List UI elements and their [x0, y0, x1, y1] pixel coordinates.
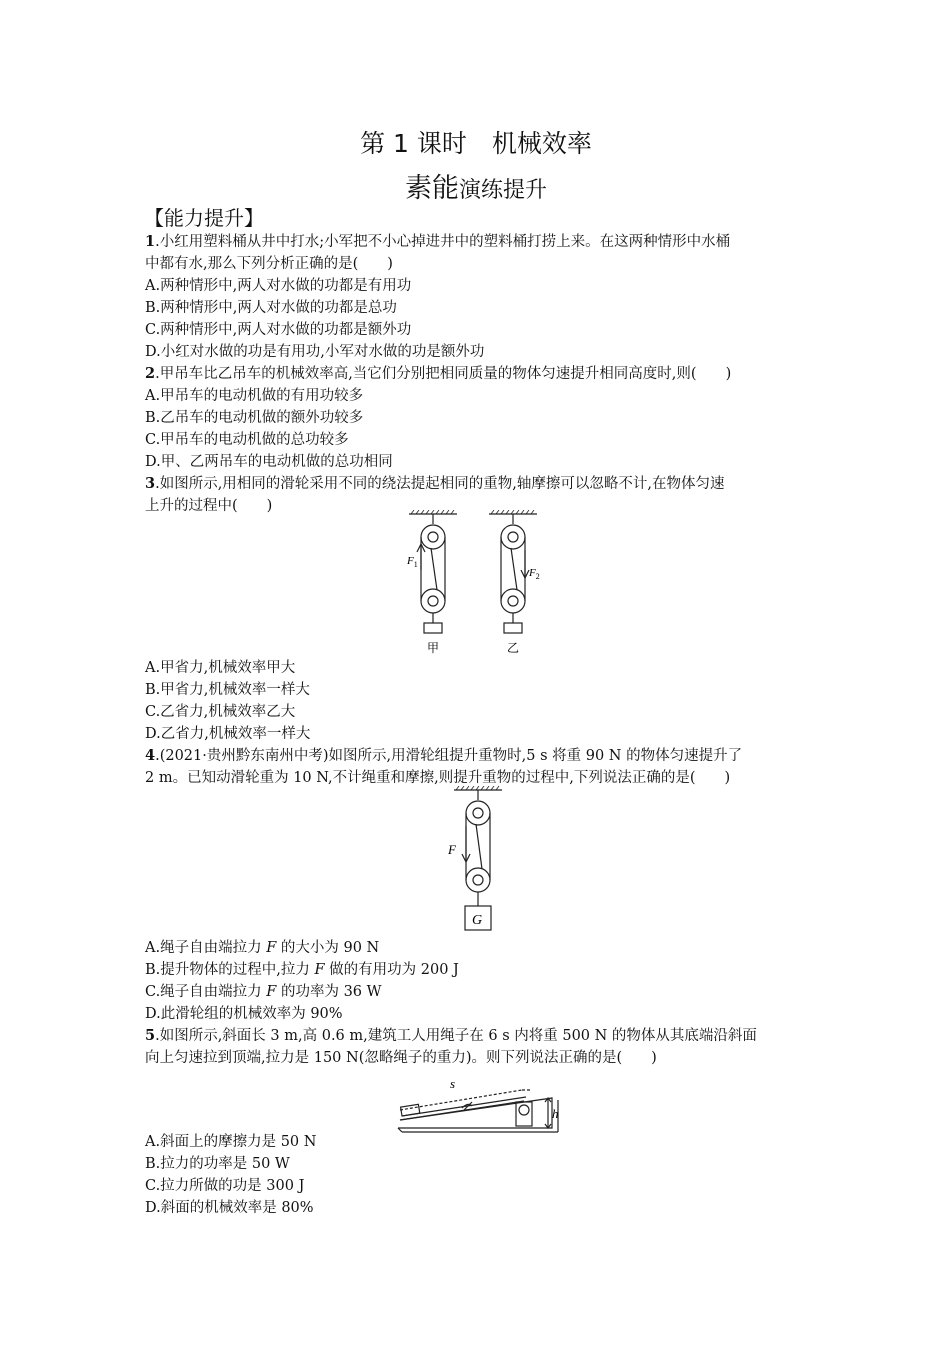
q3-option-d: D.乙省力,机械效率一样大 [145, 726, 311, 742]
section-heading: 【能力提升】 [144, 206, 264, 230]
pulley-figure-q4 [440, 786, 520, 936]
q5-length-label: s [450, 1076, 456, 1091]
q4-option-a: A.绳子自由端拉力 F 的大小为 90 N [145, 940, 380, 956]
q5-height-label: h [552, 1106, 559, 1121]
q2-option-c: C.甲吊车的电动机做的总功较多 [145, 432, 349, 448]
q5-stem-line-1: 5.如图所示,斜面长 3 m,高 0.6 m,建筑工人用绳子在 6 s 内将重 500 N 的物体从其底端沿斜面 [145, 1027, 757, 1044]
q3-f1-label: $F_1$ [407, 555, 418, 569]
q5-option-c: C.拉力所做的功是 300 J [145, 1178, 305, 1194]
q1-option-a: A.两种情形中,两人对水做的功都是有用功 [145, 278, 412, 294]
q3-option-a: A.甲省力,机械效率甲大 [145, 660, 296, 676]
q1-option-d: D.小红对水做的功是有用功,小军对水做的功是额外功 [145, 344, 485, 360]
q3-label-jia: 甲 [427, 641, 440, 655]
q5-stem-line-2: 向上匀速拉到顶端,拉力是 150 N(忽略绳子的重力)。则下列说法正确的是( ) [145, 1050, 657, 1066]
q2-option-b: B.乙吊车的电动机做的额外功较多 [145, 410, 364, 426]
q1-stem-line-1: 1.小红用塑料桶从井中打水;小军把不小心掉进井中的塑料桶打捞上来。在这两种情形中水桶 [145, 233, 731, 250]
pulley-figure-q3 [395, 510, 555, 660]
q4-option-b: B.提升物体的过程中,拉力 F 做的有用功为 200 J [145, 962, 459, 978]
q4-stem-line-2: 2 m。已知动滑轮重为 10 N,不计绳重和摩擦,则提升重物的过程中,下列说法正确的是( ) [145, 770, 731, 786]
q4-force-label: F [448, 842, 456, 857]
q1-option-c: C.两种情形中,两人对水做的功都是额外功 [145, 322, 412, 338]
q3-stem-line-1: 3.如图所示,用相同的滑轮采用不同的绕法提起相同的重物,轴摩擦可以忽略不计,在物体匀速 [145, 475, 725, 492]
q2-option-d: D.甲、乙两吊车的电动机做的总功相同 [145, 454, 393, 470]
q4-option-d: D.此滑轮组的机械效率为 90% [145, 1006, 343, 1022]
q4-option-c: C.绳子自由端拉力 F 的功率为 36 W [145, 984, 382, 1000]
q5-option-d: D.斜面的机械效率是 80% [145, 1200, 314, 1216]
q3-option-c: C.乙省力,机械效率乙大 [145, 704, 296, 720]
q1-stem-line-2: 中都有水,那么下列分析正确的是( ) [145, 256, 393, 272]
q4-stem-line-1: 4.(2021·贵州黔东南州中考)如图所示,用滑轮组提升重物时,5 s 将重 90 N 的物体匀速提升了 [145, 747, 743, 764]
q4-source: (2021·贵州黔东南州中考) [159, 748, 329, 764]
q3-option-b: B.甲省力,机械效率一样大 [145, 682, 310, 698]
page-subtitle [0, 166, 952, 205]
q3-label-yi: 乙 [507, 641, 520, 655]
q2-stem-line-1: 2.甲吊车比乙吊车的机械效率高,当它们分别把相同质量的物体匀速提升相同高度时,则( ) [145, 365, 732, 382]
page-title: 第 1 课时 机械效率 [360, 129, 592, 158]
q5-option-b: B.拉力的功率是 50 W [145, 1156, 290, 1172]
q1-option-b: B.两种情形中,两人对水做的功都是总功 [145, 300, 397, 316]
q2-option-a: A.甲吊车的电动机做的有用功较多 [145, 388, 364, 404]
q5-option-a: A.斜面上的摩擦力是 50 N [145, 1134, 317, 1150]
q3-f2-label: $F_2$ [529, 567, 540, 581]
q3-stem-line-2: 上升的过程中( ) [145, 498, 273, 514]
subtitle-big: 素能 [404, 173, 459, 204]
incline-figure-q5 [392, 1068, 572, 1138]
subtitle-small: 演练提升 [458, 178, 547, 203]
q4-weight-label: G [472, 913, 483, 928]
